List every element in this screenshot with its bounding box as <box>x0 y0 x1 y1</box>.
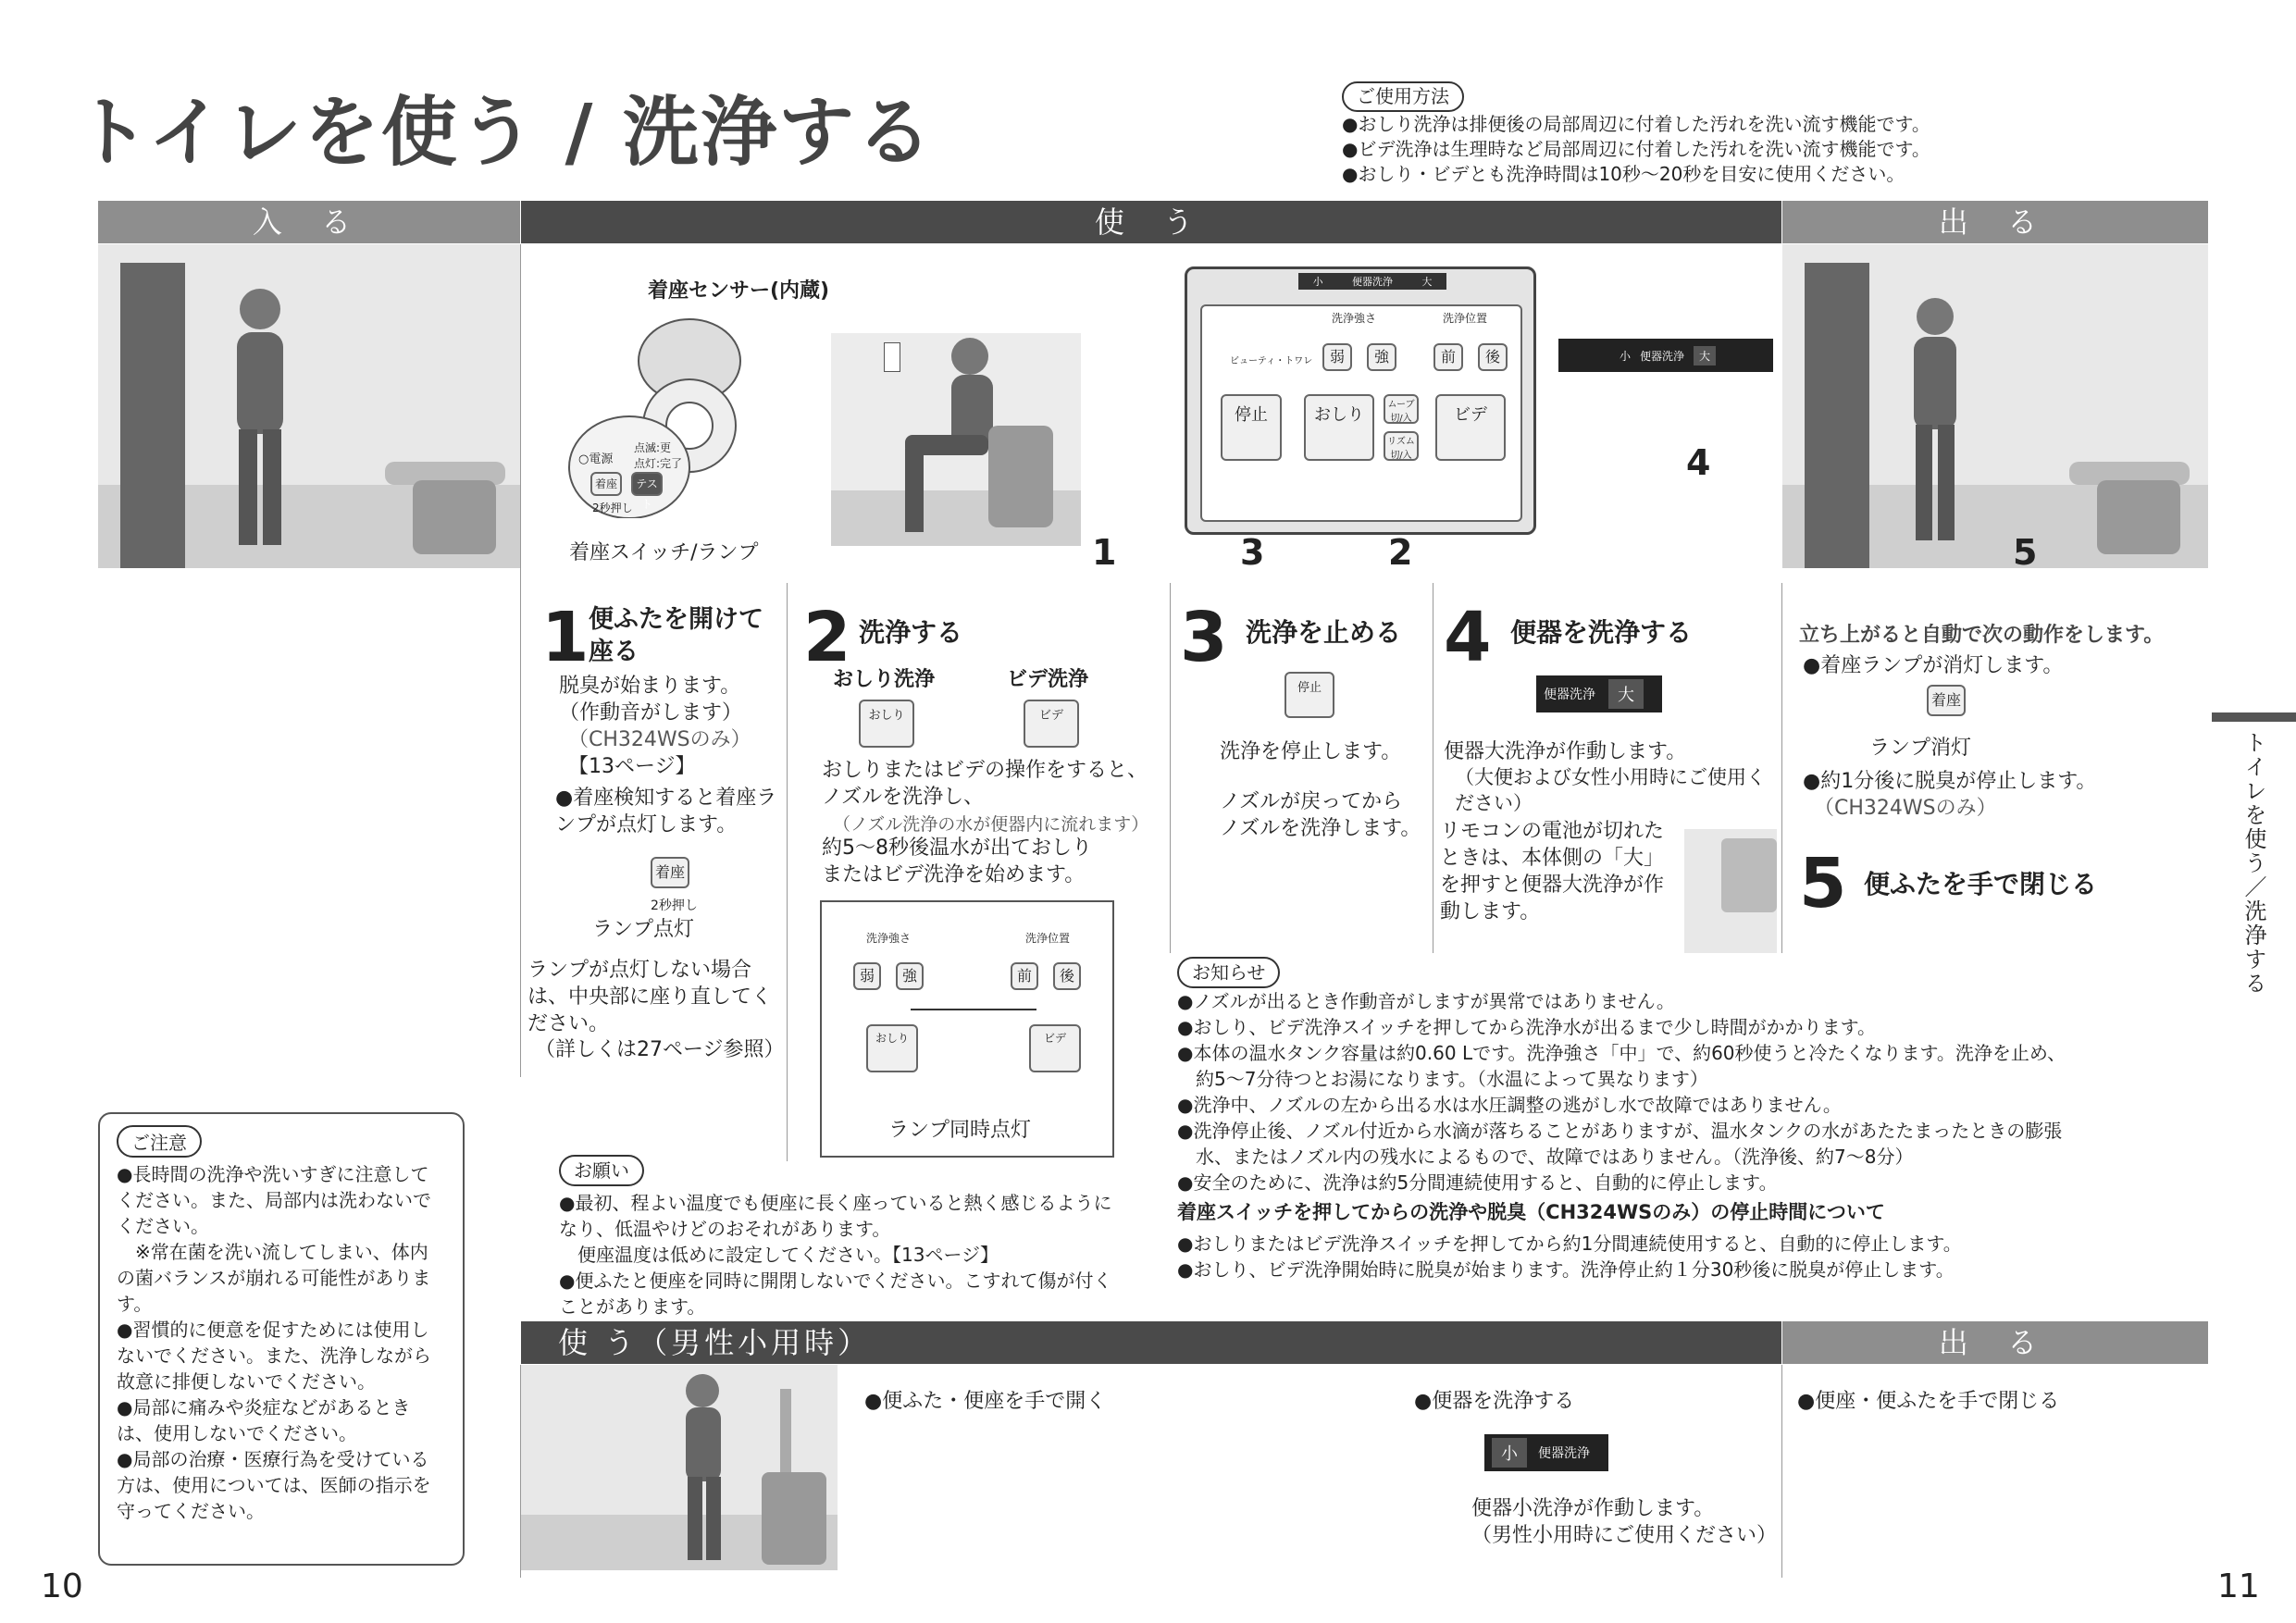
caution-box <box>98 1112 465 1566</box>
side-tab <box>2212 712 2296 722</box>
step3-number: 3 <box>1180 598 1228 677</box>
notice-item: ●安全のために、洗浄は約5分間連続使用すると、自動的に停止します。 <box>1177 1171 1778 1194</box>
notice-sub-item: ●おしりまたはビデ洗浄スイッチを押してから約1分間連続使用すると、自動的に停止します。 <box>1177 1233 1962 1255</box>
step1-2sec: 2秒押し <box>651 898 698 913</box>
notice-subhead: 着座スイッチを押してからの洗浄や脱臭（CH324WSのみ）の停止時間について <box>1177 1201 1885 1223</box>
step2-body4: 約5～8秒後温水が出ておしり <box>822 836 1092 860</box>
step2-body5: またはビデ洗浄を始めます。 <box>822 863 1086 886</box>
remote-strength-label: 洗浄強さ <box>1332 312 1377 325</box>
step4-flush-large: 大 <box>1608 679 1644 709</box>
male-flush-label: 便器洗浄 <box>1538 1446 1590 1461</box>
step1-number: 1 <box>541 598 590 677</box>
bar-exit: 出 る <box>1782 201 2208 243</box>
usage-tag: ご使用方法 <box>1342 81 1464 112</box>
remote-strong-button[interactable]: 強 <box>1367 343 1396 371</box>
notice-item: 約5～7分待つとお湯になります。（水温によって異なります） <box>1177 1068 1708 1090</box>
step1-note: ランプが点灯しない場合は、中央部に座り直してください。 <box>527 959 773 1035</box>
request-item: 便座温度は低めに設定してください。【13ページ】 <box>559 1244 999 1266</box>
remote-move-button[interactable]: ムーブ切/入 <box>1384 394 1419 424</box>
step1-model: （CH324WSのみ） <box>568 728 751 751</box>
notice-box <box>1177 957 2204 1282</box>
bar-enter: 入 る <box>98 201 520 243</box>
male-scene <box>521 1365 838 1570</box>
male-body2: （男性小用時にご使用ください） <box>1471 1524 1778 1547</box>
step1-ref: 【13ページ】 <box>568 755 696 778</box>
step2-panel <box>820 900 1114 1158</box>
male-flush-button[interactable] <box>1484 1434 1608 1471</box>
callout-2: 2 <box>1388 532 1413 573</box>
step1-title: 便ふたを開けて座る <box>589 605 763 666</box>
remote-control <box>1185 266 1536 535</box>
male-body1: 便器小洗浄が作動します。 <box>1471 1497 1715 1520</box>
caution-tag: ご注意 <box>117 1125 202 1158</box>
callout-1: 1 <box>1092 532 1117 573</box>
step3-stop-button[interactable]: 停止 <box>1285 672 1334 718</box>
toilet-icon <box>376 443 515 554</box>
step1-bullet: ●着座検知すると着座ランプが点灯します。 <box>555 787 777 836</box>
exit-lamp-button[interactable]: 着座 <box>1927 685 1966 716</box>
exit-person-icon <box>1884 291 1986 559</box>
remote-rhythm-button[interactable]: リズム切/入 <box>1384 431 1419 461</box>
panel-flash: 点滅:更 <box>634 441 672 454</box>
step4-title: 便器を洗浄する <box>1510 617 1693 648</box>
male-flush-small: 小 <box>1492 1438 1527 1468</box>
usage-item: ●おしり・ビデとも洗浄時間は10秒～20秒を目安に使用ください。 <box>1342 163 1905 185</box>
step2-panel-front[interactable]: 前 <box>1011 962 1038 990</box>
step4-flush-button[interactable] <box>1536 675 1662 712</box>
page-number-right: 11 <box>2217 1567 2260 1605</box>
remote-small-icon <box>884 342 900 372</box>
request-item: ●便ふたと便座を同時に開閉しないでください。こすれて傷が付くことがあります。 <box>559 1270 1112 1318</box>
step1-lamp-label: ランプ点灯 <box>592 918 695 941</box>
step5-number: 5 <box>1799 844 1847 923</box>
usage-item: ●ビデ洗浄は生理時など局部周辺に付着した汚れを洗い流す機能です。 <box>1342 138 1930 160</box>
step5-title: 便ふたを手で閉じる <box>1864 869 2098 899</box>
notice-item: ●洗浄停止後、ノズル付近から水滴が落ちることがありますが、温水タンクの水があたたまったときの膨張 <box>1177 1120 2063 1142</box>
step2-bidet-head: ビデ洗浄 <box>1007 668 1089 691</box>
step2-panel-back[interactable]: 後 <box>1053 962 1081 990</box>
bar-use-male: 使 う（男性小用時） <box>521 1321 1781 1364</box>
caution-item: ●局部の治療・医療行為を受けている方は、使用については、医師の指示を守ってください。 <box>117 1448 431 1522</box>
enter-scene <box>98 244 520 568</box>
remote-top-flush: 便器洗浄 <box>1351 276 1393 288</box>
flush-strip-label: 便器洗浄 <box>1640 349 1685 363</box>
step2-panel-weak[interactable]: 弱 <box>853 962 881 990</box>
page-number-left: 10 <box>41 1567 83 1605</box>
bar-use: 使 う <box>521 201 1781 243</box>
step2-panel-lamp: ランプ同時点灯 <box>888 1119 1032 1142</box>
panel-2sec: 2秒押し <box>592 502 633 514</box>
notice-sub-item: ●おしり、ビデ洗浄開始時に脱臭が始まります。洗浄停止約１分30秒後に脱臭が停止します。 <box>1177 1258 1955 1281</box>
step1-body0: 脱臭が始まります。 <box>559 675 741 698</box>
step3-title: 洗浄を止める <box>1246 617 1402 648</box>
step2-panel-strength: 洗浄強さ <box>866 932 912 945</box>
step4-flush-label: 便器洗浄 <box>1544 688 1595 702</box>
request-item: ●最初、程よい温度でも便座に長く座っていると熱く感じるようになり、低温やけどのおそれがあります。 <box>559 1192 1112 1240</box>
remote-stop-button[interactable]: 停止 <box>1221 394 1282 461</box>
step1-body1: （作動音がします） <box>559 701 743 725</box>
panel-test-button[interactable]: テスト <box>631 472 663 496</box>
step2-panel-position: 洗浄位置 <box>1025 932 1071 945</box>
male-close: ●便座・便ふたを手で閉じる <box>1797 1390 2060 1413</box>
callout-5: 5 <box>2013 532 2038 573</box>
exit-b2: ●約1分後に脱臭が停止します。 <box>1803 770 2097 793</box>
step4-body2: （大便および女性小用時にご使用ください） <box>1455 766 1766 814</box>
remote-top-small[interactable]: 小 <box>1312 276 1323 288</box>
step3-body1: 洗浄を停止します。 <box>1220 740 1402 763</box>
notice-item: ●洗浄中、ノズルの左から出る水は水圧調整の逃がし水で故障ではありません。 <box>1177 1094 1842 1116</box>
remote-bidet-button[interactable]: ビデ <box>1435 394 1506 461</box>
step2-panel-oshiri[interactable]: おしり <box>866 1024 918 1072</box>
male-flush: ●便器を洗浄する <box>1414 1390 1575 1413</box>
page-title: トイレを使う / 洗浄する <box>74 89 934 177</box>
side-label: トイレを使う／洗浄する <box>2240 731 2266 996</box>
step2-number: 2 <box>803 598 851 677</box>
person-icon <box>209 281 311 559</box>
step2-oshiri-button[interactable]: おしり <box>859 700 914 748</box>
caution-item: ●局部に痛みや炎症などがあるときは、使用しないでください。 <box>117 1396 411 1444</box>
exit-toilet-icon <box>2060 443 2199 554</box>
remote-back-button[interactable]: 後 <box>1478 343 1508 371</box>
panel-power: ○電源 <box>578 452 614 466</box>
notice-item: ●本体の温水タンク容量は約0.60 Lです。洗浄強さ「中」で、約60秒使うと冷たくなります。洗浄を止め、 <box>1177 1042 2066 1064</box>
notice-item: 水、またはノズル内の残水によるもので、故障ではありません。（洗浄後、約7～8分） <box>1177 1146 1914 1168</box>
flush-strip-small: 小 <box>1620 349 1632 363</box>
remote-beauty-label: ビューティ・トワレ <box>1230 356 1313 366</box>
flush-strip <box>1558 339 1773 372</box>
sitting-person-icon <box>887 333 1072 546</box>
step2-title: 洗浄する <box>859 617 963 648</box>
male-person-icon <box>669 1370 836 1570</box>
seat-sensor-label: 着座センサー(内蔵) <box>648 279 830 303</box>
step4-body3: リモコンの電池が切れたときは、本体側の「大」を押すと便器大洗浄が作動します。 <box>1440 820 1665 923</box>
callout-3: 3 <box>1240 532 1265 573</box>
exit-scene <box>1782 244 2208 568</box>
request-tag: お願い <box>559 1155 644 1186</box>
exit-lamp-label: ランプ消灯 <box>1869 737 1972 760</box>
seat-switch-label: 着座スイッチ/ランプ <box>569 541 759 564</box>
step2-oshiri-head: おしり洗浄 <box>833 668 936 691</box>
step1-lamp-button[interactable]: 着座 <box>651 857 689 888</box>
exit-head: 立ち上がると自動で次の動作をします。 <box>1799 624 2165 647</box>
remote-top-large[interactable]: 大 <box>1421 276 1433 288</box>
step2-body2: ノズルを洗浄し、 <box>822 786 985 809</box>
exit-model: （CH324WSのみ） <box>1814 797 1997 820</box>
bar-exit-male: 出 る <box>1782 1321 2208 1364</box>
step2-body3: （ノズル洗浄の水が便器内に流れます） <box>833 814 1149 835</box>
notice-item: ●おしり、ビデ洗浄スイッチを押してから洗浄水が出るまで少し時間がかかります。 <box>1177 1016 1877 1038</box>
flush-strip-large: 大 <box>1694 346 1716 365</box>
notice-item: ●ノズルが出るとき作動音がしますが異常ではありません。 <box>1177 990 1675 1012</box>
remote-position-label: 洗浄位置 <box>1443 312 1488 325</box>
caution-item: ●習慣的に便意を促すためには使用しないでください。また、洗浄しながら故意に排便しないでください。 <box>117 1319 431 1393</box>
step4-number: 4 <box>1444 598 1492 677</box>
step2-body1: おしりまたはビデの操作をすると、 <box>822 759 1148 782</box>
step3-body2: ノズルが戻ってから <box>1220 790 1403 813</box>
remote-front-button[interactable]: 前 <box>1433 343 1463 371</box>
remote-oshiri-button[interactable]: おしり <box>1304 394 1374 461</box>
exit-b1: ●着座ランプが消灯します。 <box>1803 654 2064 677</box>
step4-body1: 便器大洗浄が作動します。 <box>1444 740 1687 763</box>
toilet-side-icon <box>1675 820 1777 953</box>
step1-note-ref: （詳しくは27ページ参照） <box>535 1038 785 1061</box>
usage-item: ●おしり洗浄は排便後の局部周辺に付着した汚れを洗い流す機能です。 <box>1342 113 1930 135</box>
notice-tag: お知らせ <box>1177 957 1280 988</box>
male-open: ●便ふた・便座を手で開く <box>864 1390 1107 1413</box>
step2-panel-bidet[interactable]: ビデ <box>1029 1024 1081 1072</box>
panel-done: 点灯:完了 <box>634 457 683 470</box>
step3-body3: ノズルを洗浄します。 <box>1220 817 1421 840</box>
step2-bidet-button[interactable]: ビデ <box>1024 700 1079 748</box>
usage-box <box>1342 81 2101 187</box>
remote-weak-button[interactable]: 弱 <box>1322 343 1352 371</box>
request-box <box>559 1155 1120 1319</box>
sitting-scene <box>831 333 1081 546</box>
caution-item: ●長時間の洗浄や洗いすぎに注意してください。また、局部内は洗わないでください。 <box>117 1163 431 1237</box>
panel-seat-button[interactable]: 着座 <box>590 472 622 496</box>
step2-panel-strong[interactable]: 強 <box>896 962 924 990</box>
callout-4: 4 <box>1686 442 1711 483</box>
caution-item: ※常在菌を洗い流してしまい、体内の菌バランスが崩れる可能性があります。 <box>117 1241 431 1315</box>
